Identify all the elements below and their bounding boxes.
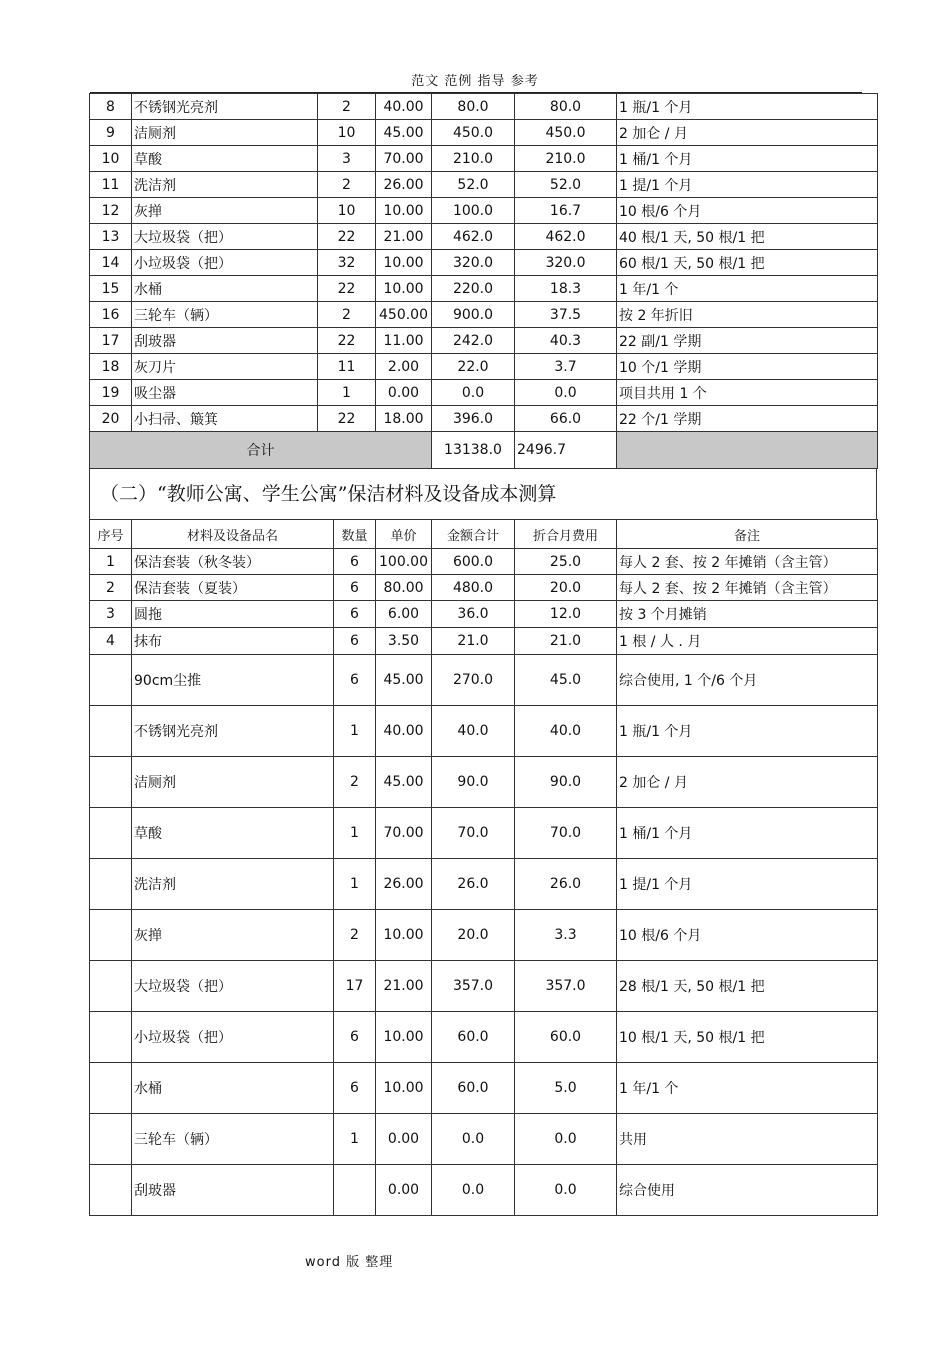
quantity-cell: 3 xyxy=(318,146,376,172)
amount-total-cell: 60.0 xyxy=(432,1063,515,1114)
column-header-unit-price: 单价 xyxy=(376,520,432,549)
item-name-cell: 不锈钢光亮剂 xyxy=(132,706,334,757)
quantity-cell: 1 xyxy=(334,808,376,859)
row-number-cell xyxy=(90,808,132,859)
unit-price-cell: 40.00 xyxy=(376,94,432,120)
item-name-cell: 草酸 xyxy=(132,808,334,859)
quantity-cell: 6 xyxy=(334,601,376,628)
unit-price-cell: 10.00 xyxy=(376,1063,432,1114)
unit-price-cell: 18.00 xyxy=(376,406,432,432)
item-name-cell: 不锈钢光亮剂 xyxy=(132,94,318,120)
table-row xyxy=(90,808,878,859)
amount-total-cell: 900.0 xyxy=(432,302,515,328)
section-2-title: （二）“教师公寓、学生公寓”保洁材料及设备成本测算 xyxy=(89,469,877,519)
monthly-cost-cell: 18.3 xyxy=(515,276,617,302)
row-number-cell xyxy=(90,757,132,808)
table-row xyxy=(90,276,878,302)
item-name-cell: 大垃圾袋（把） xyxy=(132,961,334,1012)
quantity-cell: 2 xyxy=(318,172,376,198)
remarks-cell: 1 桶/1 个月 xyxy=(617,808,878,859)
amount-total-cell: 100.0 xyxy=(432,198,515,224)
amount-total-cell: 450.0 xyxy=(432,120,515,146)
table-row xyxy=(90,601,878,628)
row-number-cell: 17 xyxy=(90,328,132,354)
unit-price-cell: 11.00 xyxy=(376,328,432,354)
item-name-cell: 水桶 xyxy=(132,276,318,302)
unit-price-cell: 0.00 xyxy=(376,1165,432,1216)
quantity-cell: 1 xyxy=(334,706,376,757)
monthly-cost-cell: 12.0 xyxy=(515,601,617,628)
remarks-cell: 1 瓶/1 个月 xyxy=(617,94,878,120)
amount-total-cell: 0.0 xyxy=(432,1114,515,1165)
quantity-cell: 6 xyxy=(334,1012,376,1063)
table-row xyxy=(90,575,878,601)
item-name-cell: 保洁套装（秋冬装） xyxy=(132,549,334,575)
row-number-cell xyxy=(90,1114,132,1165)
item-name-cell: 水桶 xyxy=(132,1063,334,1114)
monthly-cost-cell: 70.0 xyxy=(515,808,617,859)
unit-price-cell: 10.00 xyxy=(376,250,432,276)
monthly-cost-cell: 52.0 xyxy=(515,172,617,198)
table-row xyxy=(90,549,878,575)
row-number-cell: 1 xyxy=(90,549,132,575)
column-header-remarks: 备注 xyxy=(617,520,878,549)
amount-total-cell: 60.0 xyxy=(432,1012,515,1063)
row-number-cell: 14 xyxy=(90,250,132,276)
table-row xyxy=(90,224,878,250)
amount-total-cell: 21.0 xyxy=(432,628,515,655)
item-name-cell: 洗洁剂 xyxy=(132,172,318,198)
table-row xyxy=(90,910,878,961)
row-number-cell: 3 xyxy=(90,601,132,628)
item-name-cell: 灰刀片 xyxy=(132,354,318,380)
unit-price-cell: 45.00 xyxy=(376,655,432,706)
amount-total-cell: 242.0 xyxy=(432,328,515,354)
remarks-cell: 1 根 / 人 . 月 xyxy=(617,628,878,655)
table-row xyxy=(90,94,878,120)
monthly-cost-cell: 0.0 xyxy=(515,1114,617,1165)
total-label: 合计 xyxy=(90,432,432,469)
column-header-amount-total: 金额合计 xyxy=(432,520,515,549)
column-header-quantity: 数量 xyxy=(334,520,376,549)
row-number-cell: 18 xyxy=(90,354,132,380)
row-number-cell xyxy=(90,1165,132,1216)
total-remarks-cell xyxy=(617,432,878,469)
column-header-row-number: 序号 xyxy=(90,520,132,549)
unit-price-cell: 70.00 xyxy=(376,146,432,172)
materials-table-1 xyxy=(89,93,878,469)
table-row xyxy=(90,328,878,354)
row-number-cell xyxy=(90,910,132,961)
row-number-cell: 4 xyxy=(90,628,132,655)
unit-price-cell: 10.00 xyxy=(376,1012,432,1063)
quantity-cell: 11 xyxy=(318,354,376,380)
monthly-cost-cell: 66.0 xyxy=(515,406,617,432)
unit-price-cell: 80.00 xyxy=(376,575,432,601)
remarks-cell: 60 根/1 天, 50 根/1 把 xyxy=(617,250,878,276)
row-number-cell: 9 xyxy=(90,120,132,146)
quantity-cell: 1 xyxy=(318,380,376,406)
row-number-cell xyxy=(90,1012,132,1063)
amount-total-cell: 80.0 xyxy=(432,94,515,120)
monthly-cost-cell: 3.3 xyxy=(515,910,617,961)
table-row xyxy=(90,757,878,808)
amount-total-cell: 0.0 xyxy=(432,380,515,406)
table-row xyxy=(90,146,878,172)
monthly-cost-cell: 320.0 xyxy=(515,250,617,276)
remarks-cell: 22 副/1 学期 xyxy=(617,328,878,354)
monthly-cost-cell: 45.0 xyxy=(515,655,617,706)
amount-total-cell: 210.0 xyxy=(432,146,515,172)
page-footer: word 版 整理 xyxy=(305,1255,394,1270)
unit-price-cell: 21.00 xyxy=(376,961,432,1012)
table-row xyxy=(90,628,878,655)
monthly-cost-cell: 16.7 xyxy=(515,198,617,224)
row-number-cell xyxy=(90,1063,132,1114)
item-name-cell: 三轮车（辆） xyxy=(132,1114,334,1165)
table-row xyxy=(90,1165,878,1216)
row-number-cell: 13 xyxy=(90,224,132,250)
amount-total-cell: 26.0 xyxy=(432,859,515,910)
monthly-cost-cell: 5.0 xyxy=(515,1063,617,1114)
unit-price-cell: 26.00 xyxy=(376,172,432,198)
monthly-cost-cell: 26.0 xyxy=(515,859,617,910)
quantity-cell: 6 xyxy=(334,628,376,655)
remarks-cell: 每人 2 套、按 2 年摊销（含主管） xyxy=(617,549,878,575)
total-row xyxy=(90,432,878,469)
amount-total-cell: 270.0 xyxy=(432,655,515,706)
remarks-cell: 1 提/1 个月 xyxy=(617,172,878,198)
unit-price-cell: 26.00 xyxy=(376,859,432,910)
quantity-cell: 6 xyxy=(334,655,376,706)
amount-total-cell: 70.0 xyxy=(432,808,515,859)
item-name-cell: 抹布 xyxy=(132,628,334,655)
item-name-cell: 小垃圾袋（把） xyxy=(132,1012,334,1063)
quantity-cell: 10 xyxy=(318,198,376,224)
remarks-cell: 40 根/1 天, 50 根/1 把 xyxy=(617,224,878,250)
amount-total-cell: 36.0 xyxy=(432,601,515,628)
unit-price-cell: 10.00 xyxy=(376,910,432,961)
quantity-cell: 6 xyxy=(334,1063,376,1114)
row-number-cell: 16 xyxy=(90,302,132,328)
amount-total-cell: 480.0 xyxy=(432,575,515,601)
unit-price-cell: 45.00 xyxy=(376,120,432,146)
amount-total-cell: 220.0 xyxy=(432,276,515,302)
materials-table-2 xyxy=(89,519,878,1216)
remarks-cell: 综合使用, 1 个/6 个月 xyxy=(617,655,878,706)
item-name-cell: 圆拖 xyxy=(132,601,334,628)
monthly-cost-cell: 37.5 xyxy=(515,302,617,328)
remarks-cell: 10 根/1 天, 50 根/1 把 xyxy=(617,1012,878,1063)
item-name-cell: 草酸 xyxy=(132,146,318,172)
quantity-cell: 2 xyxy=(318,302,376,328)
monthly-cost-cell: 3.7 xyxy=(515,354,617,380)
row-number-cell: 11 xyxy=(90,172,132,198)
item-name-cell: 大垃圾袋（把） xyxy=(132,224,318,250)
monthly-cost-cell: 21.0 xyxy=(515,628,617,655)
amount-total-cell: 600.0 xyxy=(432,549,515,575)
quantity-cell: 22 xyxy=(318,328,376,354)
item-name-cell: 灰掸 xyxy=(132,910,334,961)
item-name-cell: 洁厕剂 xyxy=(132,120,318,146)
row-number-cell xyxy=(90,961,132,1012)
table-row xyxy=(90,961,878,1012)
unit-price-cell: 10.00 xyxy=(376,198,432,224)
item-name-cell: 90cm尘推 xyxy=(132,655,334,706)
quantity-cell: 22 xyxy=(318,406,376,432)
remarks-cell: 1 年/1 个 xyxy=(617,276,878,302)
table-row xyxy=(90,354,878,380)
monthly-cost-cell: 0.0 xyxy=(515,1165,617,1216)
monthly-cost-cell: 60.0 xyxy=(515,1012,617,1063)
remarks-cell: 10 个/1 学期 xyxy=(617,354,878,380)
quantity-cell: 6 xyxy=(334,549,376,575)
remarks-cell: 1 桶/1 个月 xyxy=(617,146,878,172)
remarks-cell: 10 根/6 个月 xyxy=(617,198,878,224)
quantity-cell: 2 xyxy=(318,94,376,120)
monthly-cost-cell: 80.0 xyxy=(515,94,617,120)
unit-price-cell: 21.00 xyxy=(376,224,432,250)
remarks-cell: 项目共用 1 个 xyxy=(617,380,878,406)
table-row xyxy=(90,1063,878,1114)
row-number-cell: 10 xyxy=(90,146,132,172)
quantity-cell: 10 xyxy=(318,120,376,146)
quantity-cell: 22 xyxy=(318,224,376,250)
unit-price-cell: 0.00 xyxy=(376,380,432,406)
monthly-cost-cell: 40.0 xyxy=(515,706,617,757)
amount-total-cell: 0.0 xyxy=(432,1165,515,1216)
remarks-cell: 1 提/1 个月 xyxy=(617,859,878,910)
item-name-cell: 小垃圾袋（把） xyxy=(132,250,318,276)
quantity-cell: 2 xyxy=(334,757,376,808)
row-number-cell xyxy=(90,859,132,910)
remarks-cell: 2 加仑 / 月 xyxy=(617,120,878,146)
row-number-cell: 12 xyxy=(90,198,132,224)
amount-total-cell: 90.0 xyxy=(432,757,515,808)
monthly-cost-cell: 0.0 xyxy=(515,380,617,406)
row-number-cell xyxy=(90,655,132,706)
amount-total-cell: 320.0 xyxy=(432,250,515,276)
remarks-cell: 28 根/1 天, 50 根/1 把 xyxy=(617,961,878,1012)
amount-total-cell: 462.0 xyxy=(432,224,515,250)
total-amount: 13138.0 xyxy=(432,432,515,469)
quantity-cell: 17 xyxy=(334,961,376,1012)
table-row xyxy=(90,120,878,146)
item-name-cell: 吸尘器 xyxy=(132,380,318,406)
remarks-cell: 按 2 年折旧 xyxy=(617,302,878,328)
unit-price-cell: 0.00 xyxy=(376,1114,432,1165)
table2-body xyxy=(90,520,878,1216)
table-row xyxy=(90,198,878,224)
quantity-cell: 1 xyxy=(334,859,376,910)
remarks-cell: 10 根/6 个月 xyxy=(617,910,878,961)
quantity-cell: 22 xyxy=(318,276,376,302)
unit-price-cell: 70.00 xyxy=(376,808,432,859)
unit-price-cell: 100.00 xyxy=(376,549,432,575)
remarks-cell: 共用 xyxy=(617,1114,878,1165)
item-name-cell: 刮玻器 xyxy=(132,1165,334,1216)
unit-price-cell: 45.00 xyxy=(376,757,432,808)
unit-price-cell: 6.00 xyxy=(376,601,432,628)
item-name-cell: 洁厕剂 xyxy=(132,757,334,808)
table-row xyxy=(90,172,878,198)
table-row xyxy=(90,1114,878,1165)
amount-total-cell: 396.0 xyxy=(432,406,515,432)
table-row xyxy=(90,250,878,276)
row-number-cell: 8 xyxy=(90,94,132,120)
amount-total-cell: 357.0 xyxy=(432,961,515,1012)
unit-price-cell: 2.00 xyxy=(376,354,432,380)
remarks-cell: 1 年/1 个 xyxy=(617,1063,878,1114)
monthly-cost-cell: 462.0 xyxy=(515,224,617,250)
item-name-cell: 保洁套装（夏装） xyxy=(132,575,334,601)
item-name-cell: 灰掸 xyxy=(132,198,318,224)
quantity-cell xyxy=(334,1165,376,1216)
table1-body xyxy=(90,94,878,469)
remarks-cell: 22 个/1 学期 xyxy=(617,406,878,432)
column-header-monthly-cost: 折合月费用 xyxy=(515,520,617,549)
row-number-cell xyxy=(90,706,132,757)
table-row xyxy=(90,1012,878,1063)
remarks-cell: 按 3 个月摊销 xyxy=(617,601,878,628)
amount-total-cell: 40.0 xyxy=(432,706,515,757)
monthly-cost-cell: 450.0 xyxy=(515,120,617,146)
document-body xyxy=(89,93,877,1216)
unit-price-cell: 40.00 xyxy=(376,706,432,757)
remarks-cell: 每人 2 套、按 2 年摊销（含主管） xyxy=(617,575,878,601)
amount-total-cell: 20.0 xyxy=(432,910,515,961)
monthly-cost-cell: 210.0 xyxy=(515,146,617,172)
monthly-cost-cell: 357.0 xyxy=(515,961,617,1012)
item-name-cell: 小扫帚、簸箕 xyxy=(132,406,318,432)
amount-total-cell: 22.0 xyxy=(432,354,515,380)
table-header-row xyxy=(90,520,878,549)
table-row xyxy=(90,706,878,757)
row-number-cell: 20 xyxy=(90,406,132,432)
item-name-cell: 洗洁剂 xyxy=(132,859,334,910)
amount-total-cell: 52.0 xyxy=(432,172,515,198)
remarks-cell: 1 瓶/1 个月 xyxy=(617,706,878,757)
quantity-cell: 1 xyxy=(334,1114,376,1165)
item-name-cell: 三轮车（辆） xyxy=(132,302,318,328)
row-number-cell: 2 xyxy=(90,575,132,601)
remarks-cell: 2 加仑 / 月 xyxy=(617,757,878,808)
quantity-cell: 32 xyxy=(318,250,376,276)
table-row xyxy=(90,380,878,406)
table-row xyxy=(90,859,878,910)
table-row xyxy=(90,302,878,328)
monthly-cost-cell: 25.0 xyxy=(515,549,617,575)
unit-price-cell: 3.50 xyxy=(376,628,432,655)
quantity-cell: 2 xyxy=(334,910,376,961)
table-row xyxy=(90,406,878,432)
monthly-cost-cell: 20.0 xyxy=(515,575,617,601)
page-header: 范文 范例 指导 参考 xyxy=(411,74,539,89)
unit-price-cell: 10.00 xyxy=(376,276,432,302)
table-row xyxy=(90,655,878,706)
row-number-cell: 19 xyxy=(90,380,132,406)
monthly-cost-cell: 90.0 xyxy=(515,757,617,808)
row-number-cell: 15 xyxy=(90,276,132,302)
quantity-cell: 6 xyxy=(334,575,376,601)
item-name-cell: 刮玻器 xyxy=(132,328,318,354)
total-monthly-cost: 2496.7 xyxy=(515,432,617,469)
unit-price-cell: 450.00 xyxy=(376,302,432,328)
remarks-cell: 综合使用 xyxy=(617,1165,878,1216)
column-header-item-name: 材料及设备品名 xyxy=(132,520,334,549)
monthly-cost-cell: 40.3 xyxy=(515,328,617,354)
